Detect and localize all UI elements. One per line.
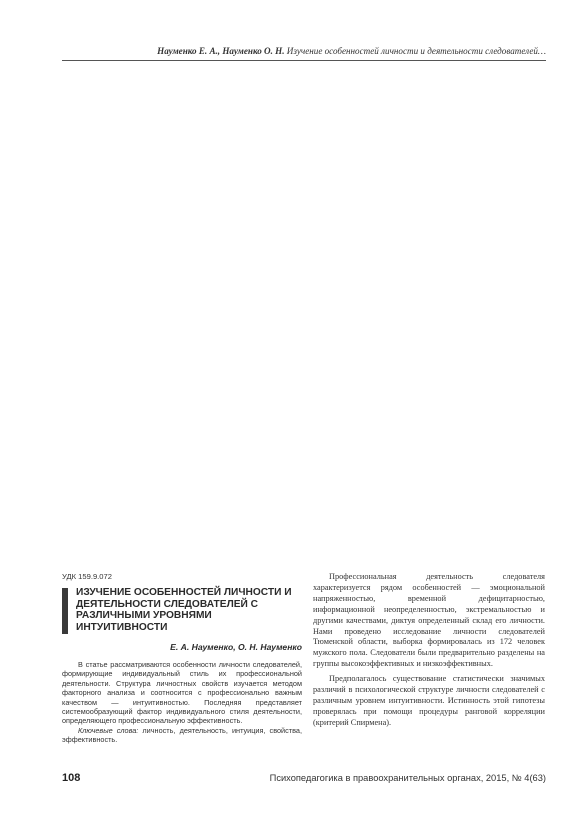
header-authors: Науменко Е. А., Науменко О. Н. [157,46,285,56]
abstract [62,660,302,745]
page-number: 108 [62,772,81,784]
body-paragraph: Профессиональная деятельность следователя характеризуется рядом особенностей — эмоциональной напряженностью, временной дефицитарностью, информационной неопределенностью, экстремальностью и другими качествами, диктуя определенный склад его личности. Нами проведено исследование личности следователей Тюменской области, выборка формировалась из 172 человек мужского пола. Следователи были предварительно разделены на группы высокоэффективных и низкоэффективных. [313,572,545,669]
abstract-text: В статье рассматриваются особенности личности следователей, формирующие индивидуальный стиль их профессиональной деятельности. Структура личностных свойств изучается методом факторного анализа и соотносится с профессионально важным качеством — интуитивностью. Последняя представляет системообразующий фактор индивидуального стиля деятельности, определяющего профессиональную эффективность. [62,660,302,726]
journal-citation: Психопедагогика в правоохранительных органах, 2015, № 4(63) [269,773,546,783]
keywords [62,726,302,745]
header-rule [62,60,546,61]
body-text-column [313,572,545,733]
article-authors: Е. А. Науменко, О. Н. Науменко [170,642,302,652]
running-header [62,46,546,56]
title-accent-bar [62,588,68,634]
article-title-block [62,587,302,635]
udc-code: УДК 159.9.072 [62,572,112,581]
keywords-list: личность, деятельность, интуиция, свойства, эффективность. [62,725,303,745]
article-title: ИЗУЧЕНИЕ ОСОБЕННОСТЕЙ ЛИЧНОСТИ И ДЕЯТЕЛЬНОСТИ СЛЕДОВАТЕЛЕЙ С РАЗЛИЧНЫМИ УРОВНЯМИ ИНТУИТИВНОСТИ [76,587,292,633]
header-title: Изучение особенностей личности и деятельности следователей… [286,46,546,56]
body-paragraph: Предполагалось существование статистически значимых различий в психологической структуре личности следователей с различным уровнем интуитивности. Истинность этой гипотезы проверялась при помощи процедуры ранговой корреляции (критерий Спирмена). [313,674,545,727]
keywords-label: Ключевые слова: [78,725,139,735]
